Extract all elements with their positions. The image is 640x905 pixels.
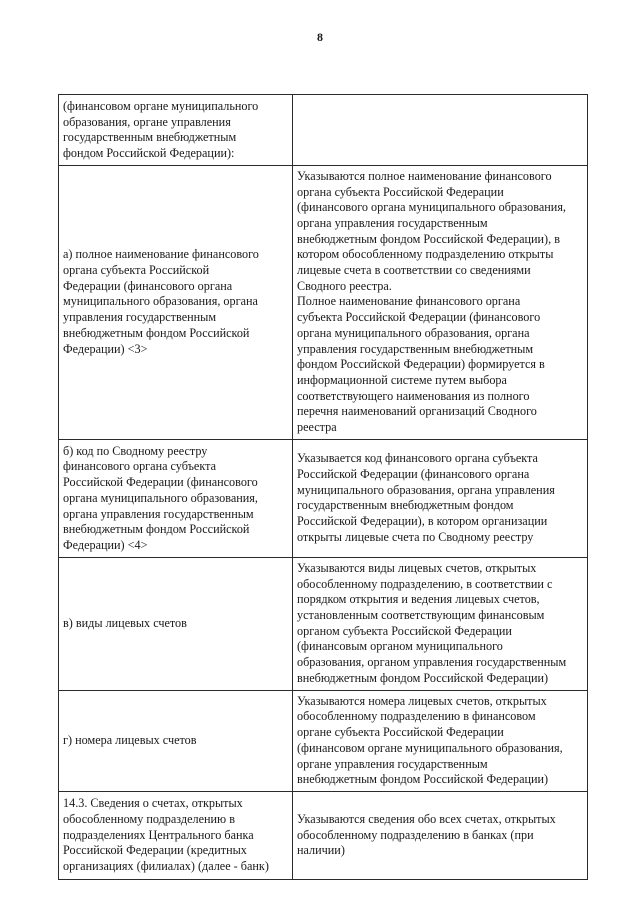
- table-row: [59, 690, 588, 791]
- table-cell-left: а) полное наименование финансового органа субъекта Российской Федерации (финансового органа муниципального образования, органа управления государственным внебюджетным фондом Российской Федерации) <3>: [59, 165, 293, 439]
- table-row: [59, 791, 588, 879]
- table-cell-right: Указывается код финансового органа субъекта Российской Федерации (финансового органа муниципального образования, органа управления государственным внебюджетным фондом Российской Федерации), в котором организации открыты лицевые счета по Сводному реестру: [293, 439, 588, 557]
- table-cell-left: 14.3. Сведения о счетах, открытых обособленному подразделению в подразделениях Центрального банка Российской Федерации (кредитных организациях (филиалах) (далее - банк): [59, 791, 293, 879]
- table-row: [59, 557, 588, 690]
- table-row: [59, 165, 588, 439]
- table-cell-right: [293, 95, 588, 166]
- table-row: [59, 439, 588, 557]
- page-number: 8: [317, 30, 323, 44]
- requirements-table: [58, 94, 588, 880]
- table-cell-right: Указываются номера лицевых счетов, открытых обособленному подразделению в финансовом органе субъекта Российской Федерации (финансовом органе муниципального образования, органе управления государственным внебюджетным фондом Российской Федерации): [293, 690, 588, 791]
- table-cell-right: Указываются полное наименование финансового органа субъекта Российской Федерации (финансового органа муниципального образования, органа управления государственным внебюджетным фондом Российской Федерации), в котором обособленному подразделению открыты лицевые счета в соответствии со сведениями Сводного реестра. Полное наименование финансового органа субъекта Российской Федерации (финансового органа муниципального образования, органа управления государственным внебюджетным фондом Российской Федерации) формируется в информационной системе путем выбора соответствующего наименования из полного перечня наименований организаций Сводного реестра: [293, 165, 588, 439]
- table-cell-left: (финансовом органе муниципального образования, органе управления государственным внебюджетным фондом Российской Федерации):: [59, 95, 293, 166]
- table-cell-right: Указываются сведения обо всех счетах, открытых обособленному подразделению в банках (при наличии): [293, 791, 588, 879]
- table-row: [59, 95, 588, 166]
- table-cell-left: в) виды лицевых счетов: [59, 557, 293, 690]
- table-cell-left: б) код по Сводному реестру финансового органа субъекта Российской Федерации (финансового органа муниципального образования, органа управления государственным внебюджетным фондом Российской Федерации) <4>: [59, 439, 293, 557]
- table-cell-left: г) номера лицевых счетов: [59, 690, 293, 791]
- table-cell-right: Указываются виды лицевых счетов, открытых обособленному подразделению, в соответствии с порядком открытия и ведения лицевых счетов, установленным соответствующим финансовым органом субъекта Российской Федерации (финансовым органом муниципального образования, органом управления государственным внебюджетным фондом Российской Федерации): [293, 557, 588, 690]
